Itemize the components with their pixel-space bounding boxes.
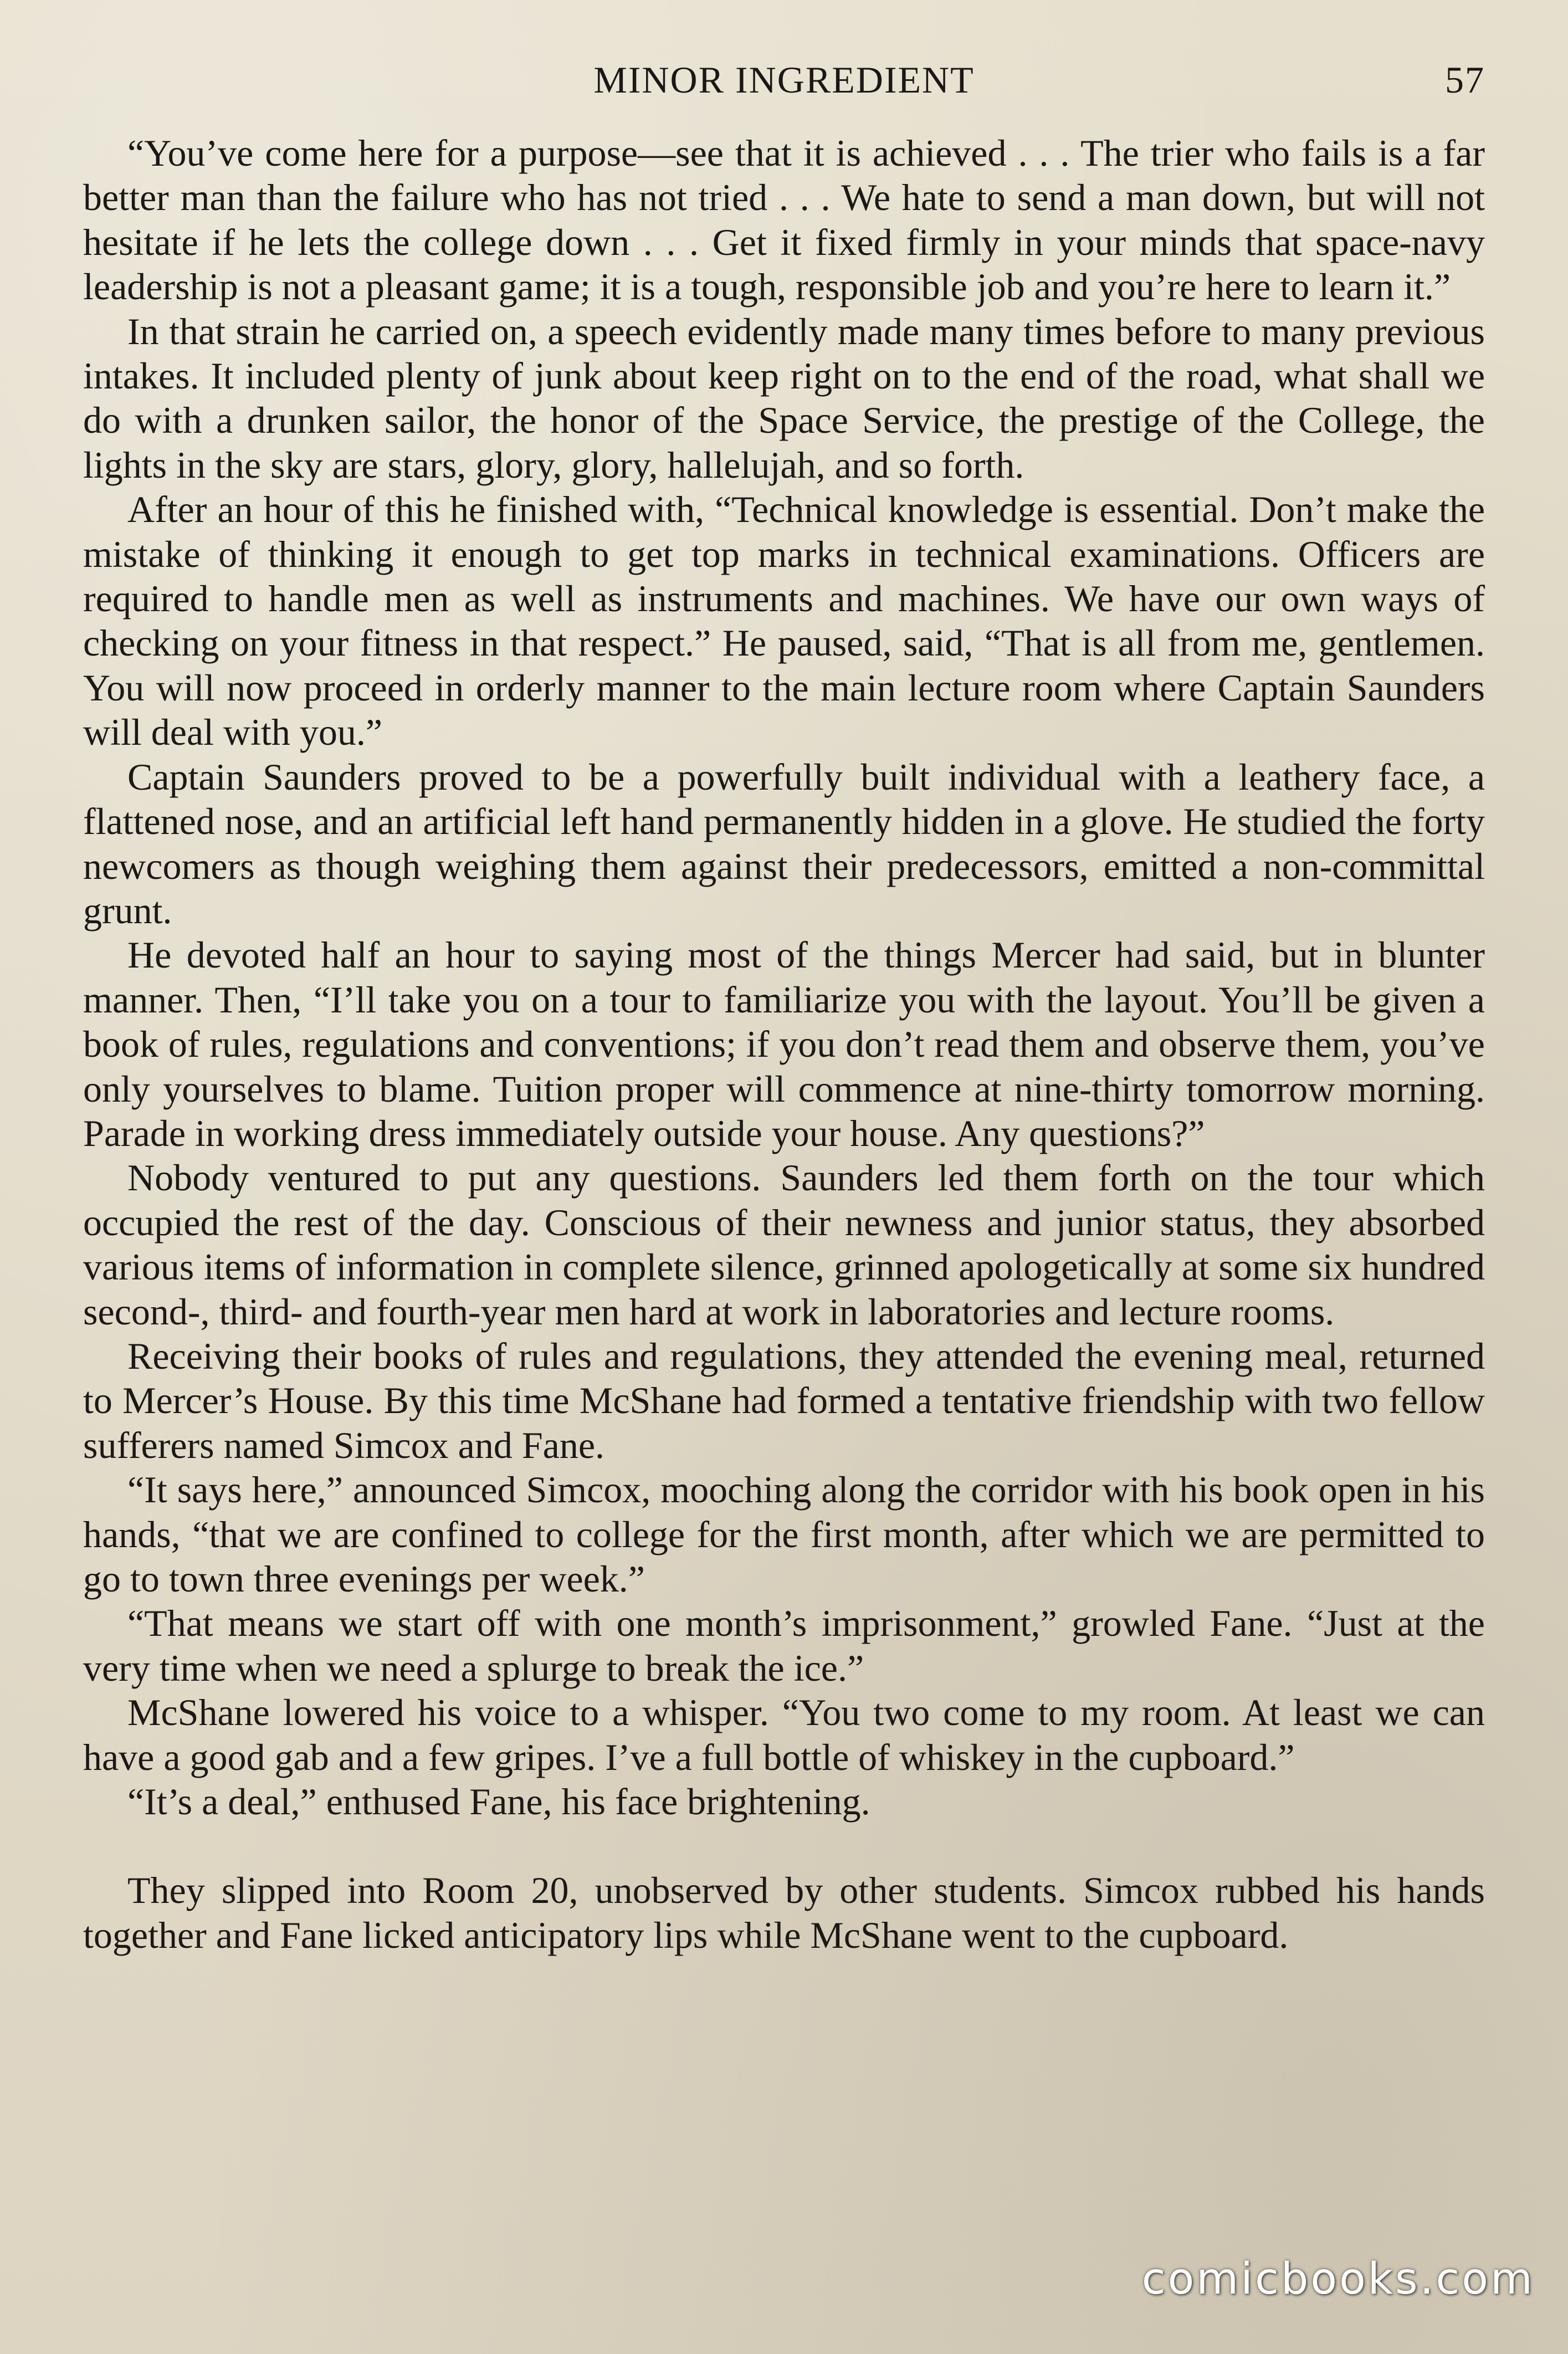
paragraph: Nobody ventured to put any questions. Saunders led them forth on the tour which occupied the rest of the day. Conscious of their newness and junior status, they absorbed various items of information in complete silence, grinned apologetically at some six hundred second-, third- and fourth-year men hard at work in laboratories and lecture rooms. <box>83 1156 1485 1333</box>
body-text <box>83 131 1485 1957</box>
paragraph: In that strain he carried on, a speech evidently made many times before to many previous intakes. It included plenty of junk about keep right on to the end of the road, what shall we do with a drunken sailor, the honor of the Space Service, the prestige of the College, the lights in the sky are stars, glory, glory, hallelujah, and so forth. <box>83 310 1485 486</box>
site-watermark: comicbooks.com <box>1141 2254 1535 2304</box>
paragraph: After an hour of this he finished with, “Technical knowledge is essential. Don’t make the mistake of thinking it enough to get top marks in technical examinations. Officers are required to handle men as well as instruments and machines. We have our own ways of checking on your fitness in that respect.” He paused, said, “That is all from me, gentlemen. You will now proceed in orderly manner to the main lecture room where Captain Saunders will deal with you.” <box>83 488 1485 754</box>
paragraph: “That means we start off with one month’s imprisonment,” growled Fane. “Just at the very time when we need a splurge to break the ice.” <box>83 1602 1485 1689</box>
paragraph: Receiving their books of rules and regulations, they attended the evening meal, returned to Mercer’s House. By this time McShane had formed a tentative friendship with two fellow sufferers named Simcox and Fane. <box>83 1334 1485 1466</box>
running-title: MINOR INGREDIENT <box>593 59 975 101</box>
paragraph: Captain Saunders proved to be a powerfully built individual with a leathery face, a flattened nose, and an artificial left hand permanently hidden in a glove. He studied the forty newcomers as though weighing them against their predecessors, emitted a non-committal grunt. <box>83 755 1485 932</box>
paragraph: “You’ve come here for a purpose—see that it is achieved . . . The trier who fails is a far better man than the failure who has not tried . . . We hate to send a man down, but will not hesitate if he lets the college down . . . Get it fixed firmly in your minds that space-navy leadership is not a pleasant game; it is a tough, responsible job and you’re here to learn it.” <box>83 132 1485 308</box>
paragraph: McShane lowered his voice to a whisper. “You two come to my room. At least we can have a good gab and a few gripes. I’ve a full bottle of whiskey in the cupboard.” <box>83 1691 1485 1778</box>
page-number: 57 <box>1445 59 1485 101</box>
paragraph: “It’s a deal,” enthused Fane, his face brightening. <box>127 1780 870 1823</box>
paragraph: “It says here,” announced Simcox, mooching along the corridor with his book open in his hands, “that we are confined to college for the first month, after which we are permitted to go to town three evenings per week.” <box>83 1468 1485 1600</box>
paragraph: He devoted half an hour to saying most of the things Mercer had said, but in blunter manner. Then, “I’ll take you on a tour to familiarize you with the layout. You’ll be given a book of rules, regulations and conventions; if you don’t read them and observe them, you’ve only yourselves to blame. Tuition proper will commence at nine-thirty tomorrow morning. Parade in working dress immediately outside your house. Any questions?” <box>83 934 1485 1154</box>
paragraph: They slipped into Room 20, unobserved by other students. Simcox rubbed his hands together and Fane licked anticipatory lips while McShane went to the cupboard. <box>83 1869 1485 1956</box>
page-header <box>83 58 1485 108</box>
